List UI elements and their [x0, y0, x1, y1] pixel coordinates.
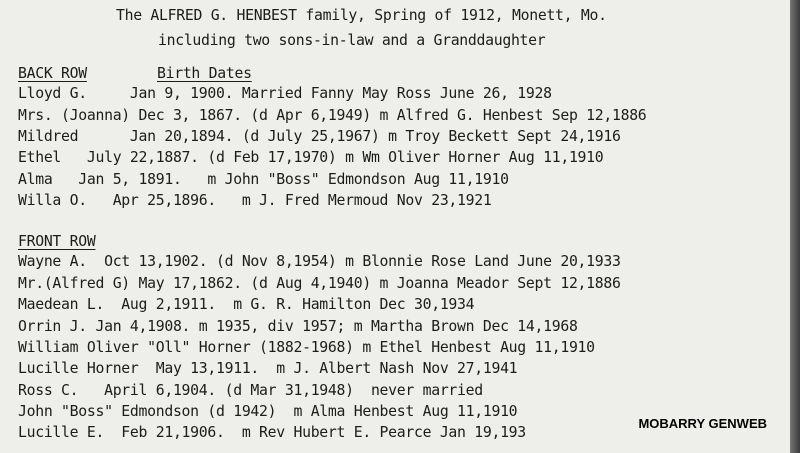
title-line-2: including two sons-in-law and a Granddaughter [158, 32, 546, 49]
front-row-entry: William Oliver "Oll" Horner (1882-1968) m Ethel Henbest Aug 11,1910 [18, 339, 595, 356]
front-row-entry: Mr.(Alfred G) May 17,1862. (d Aug 4,1940) m Joanna Meador Sept 12,1886 [18, 275, 621, 292]
front-row-heading: FRONT ROW [18, 233, 96, 250]
front-row-entry: Wayne A. Oct 13,1902. (d Nov 8,1954) m Blonnie Rose Land June 20,1933 [18, 253, 621, 270]
back-row-entry: Willa O. Apr 25,1896. m J. Fred Mermoud Nov 23,1921 [18, 192, 492, 209]
front-row-entry: Orrin J. Jan 4,1908. m 1935, div 1957; m Martha Brown Dec 14,1968 [18, 318, 578, 335]
front-row-entry: Maedean L. Aug 2,1911. m G. R. Hamilton Dec 30,1934 [18, 296, 475, 313]
back-row-heading: BACK ROW [18, 65, 87, 82]
back-row-entry: Ethel July 22,1887. (d Feb 17,1970) m Wm Oliver Horner Aug 11,1910 [18, 149, 604, 166]
front-row-entry: John "Boss" Edmondson (d 1942) m Alma Henbest Aug 11,1910 [18, 403, 518, 420]
front-row-entry: Lucille Horner May 13,1911. m J. Albert Nash Nov 27,1941 [18, 360, 518, 377]
back-row-entry: Mildred Jan 20,1894. (d July 25,1967) m Troy Beckett Sept 24,1916 [18, 128, 621, 145]
back-row-entry: Mrs. (Joanna) Dec 3, 1867. (d Apr 6,1949) m Alfred G. Henbest Sep 12,1886 [18, 107, 647, 124]
back-row-entry: Lloyd G. Jan 9, 1900. Married Fanny May Ross June 26, 1928 [18, 85, 552, 102]
photo-edge [790, 0, 800, 453]
title-line-1: The ALFRED G. HENBEST family, Spring of 1912, Monett, Mo. [116, 7, 607, 24]
back-row-entry: Alma Jan 5, 1891. m John "Boss" Edmondson Aug 11,1910 [18, 171, 509, 188]
birth-dates-heading: Birth Dates [157, 65, 252, 82]
front-row-entry: Ross C. April 6,1904. (d Mar 31,1948) never married [18, 382, 483, 399]
front-row-entry: Lucille E. Feb 21,1906. m Rev Hubert E. Pearce Jan 19,193 [18, 424, 526, 441]
watermark-label: MOBARRY GENWEB [635, 416, 770, 431]
